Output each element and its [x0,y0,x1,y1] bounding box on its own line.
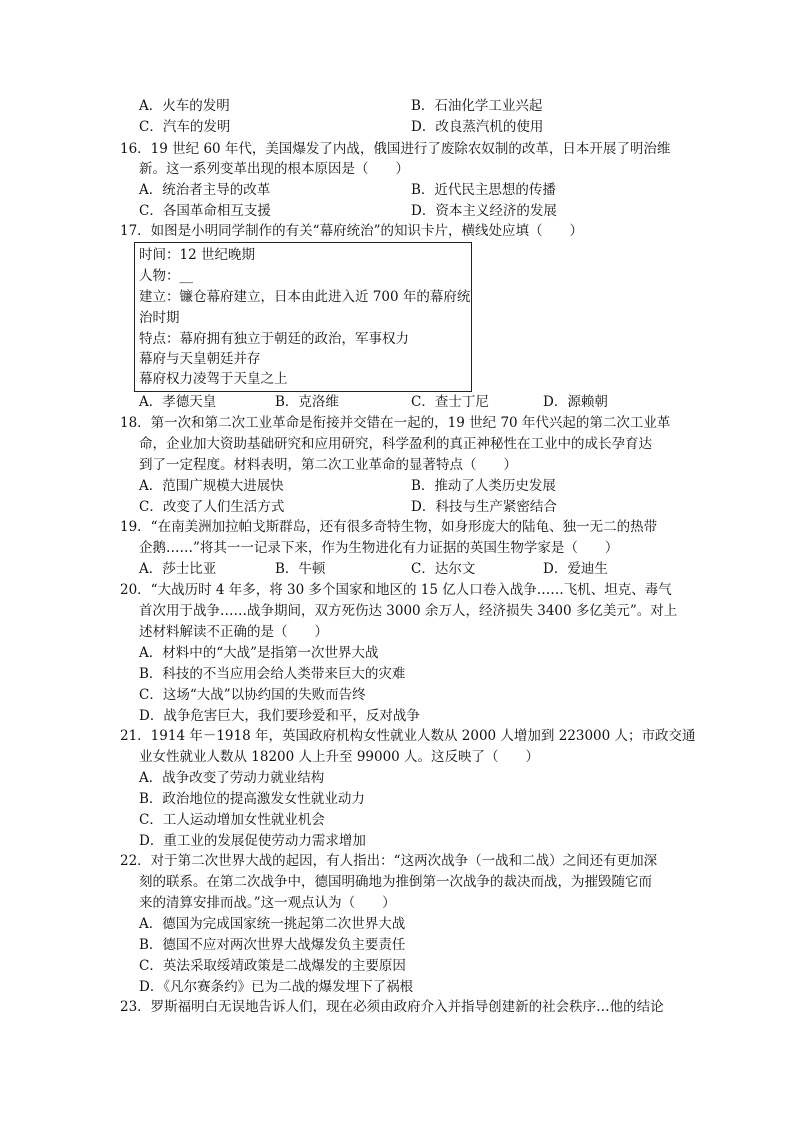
card-line-feature: 特点：幕府拥有独立于朝廷的政治，军事权力 [139,331,409,347]
q21-option-c: C．工人运动增加女性就业机会 [139,812,325,828]
q21-option-b: B．政治地位的提高激发女性就业动力 [139,791,365,807]
q18-option-d: D．科技与生产紧密结合 [411,499,557,515]
q18-option-b: B．推动了人类历史发展 [411,478,556,494]
q15-option-c: C．汽车的发明 [139,119,231,135]
q20-option-b: B．科技的不当应用会给人类带来巨大的灾难 [139,666,406,682]
q21-stem-line-2: 业女性就业人数从 18200 人上升至 99000 人。这反映了（ ） [139,749,540,765]
q18-stem-line-1: 18．第一次和第二次工业革命是衔接并交错在一起的，19 世纪 70 年代兴起的第二次工业革 [120,415,671,431]
q19-option-d: D．爱迪生 [543,561,608,577]
q19-option-a: A．莎士比亚 [139,561,217,577]
q16-option-a: A．统治者主导的改革 [139,182,271,198]
q20-stem-line-3: 述材料解读不正确的是（ ） [139,624,328,640]
q17-option-c: C．查士丁尼 [411,394,489,410]
q20-option-c: C．这场“大战”以协约国的失败而告终 [139,687,366,703]
q18-option-c: C．改变了人们生活方式 [139,499,285,515]
card-line-founding: 建立：镰仓幕府建立，日本由此进入近 700 年的幕府统 [139,289,471,305]
q19-stem-line-2: 企鹅……”将其一一记录下来，作为生物进化有力证据的英国生物学家是（ ） [139,540,619,556]
card-line-time: 时间：12 世纪晚期 [139,247,255,263]
card-line-person: 人物：__ [139,268,193,284]
q22-option-d: D．《凡尔赛条约》已为二战的爆发埋下了祸根 [139,979,414,995]
q21-option-d: D．重工业的发展促使劳动力需求增加 [139,833,366,849]
q16-option-d: D．资本主义经济的发展 [411,203,557,219]
q22-option-b: B．德国不应对两次世界大战爆发负主要责任 [139,937,406,953]
q17-option-b: B．克洛维 [275,394,339,410]
q22-stem-line-1: 22．对于第二次世界大战的起因，有人指出：“这两次战争（一战和二战）之间还有更加深 [120,853,658,869]
q19-option-c: C．达尔文 [411,561,476,577]
q20-stem-line-1: 20．“大战历时 4 年多，将 30 多个国家和地区的 15 亿人口卷入战争……飞机、坦克、毒气 [120,582,672,598]
q19-option-b: B．牛顿 [275,561,326,577]
q21-stem-line-1: 21．1914 年－1918 年，英国政府机构女性就业人数从 2000 人增加到 223000 人；市政交通 [120,728,696,744]
q20-stem-line-2: 首次用于战争……战争期间，双方死伤达 3000 余万人，经济损失 3400 多亿美元”。对上 [139,603,678,619]
card-line-feature-2: 幕府与天皇朝廷并存 [139,351,261,367]
q22-stem-line-2: 刻的联系。在第二次战争中，德国明确地为推倒第一次战争的裁决而战，为摧毁随它而 [139,874,652,890]
q16-stem-line-1: 16．19 世纪 60 年代，美国爆发了内战，俄国进行了废除农奴制的改革，日本开展了明治维 [120,141,671,157]
q18-option-a: A．范围广规模大进展快 [139,478,284,494]
card-line-feature-3: 幕府权力凌驾于天皇之上 [139,371,288,387]
q16-option-b: B．近代民主思想的传播 [411,182,556,198]
q17-stem: 17．如图是小明同学制作的有关“幕府统治”的知识卡片，横线处应填（ ） [120,223,583,239]
q16-stem-line-2: 新。这一系列变革出现的根本原因是（ ） [139,161,409,177]
q17-option-d: D．源赖朝 [543,394,608,410]
q22-option-c: C．英法采取绥靖政策是二战爆发的主要原因 [139,958,406,974]
q17-option-a: A．孝德天皇 [139,394,217,410]
q22-stem-line-3: 来的清算安排而战。”这一观点认为（ ） [139,895,396,911]
q22-option-a: A．德国为完成国家统一挑起第二次世界大战 [139,916,406,932]
q23-stem-line-1: 23．罗斯福明白无误地告诉人们，现在必须由政府介入并指导创建新的社会秩序…他的结论 [120,999,664,1015]
knowledge-card [134,242,472,392]
q15-option-b: B．石油化学工业兴起 [411,98,543,114]
q20-option-d: D．战争危害巨大，我们要珍爱和平，反对战争 [139,708,420,724]
q15-option-a: A．火车的发明 [139,98,230,114]
q19-stem-line-1: 19．“在南美洲加拉帕戈斯群岛，还有很多奇特生物，如身形庞大的陆龟、独一无二的热带 [120,519,658,535]
q21-option-a: A．战争改变了劳动力就业结构 [139,770,325,786]
card-line-founding-cont: 治时期 [139,310,180,326]
q18-stem-line-3: 到了一定程度。材料表明，第二次工业革命的显著特点（ ） [139,457,517,473]
q16-option-c: C．各国革命相互支援 [139,203,271,219]
q18-stem-line-2: 命，企业加大资助基础研究和应用研究，科学盈利的真正神秘性在工业中的成长孕育达 [139,436,652,452]
q15-option-d: D．改良蒸汽机的使用 [411,119,544,135]
q20-option-a: A．材料中的“大战”是指第一次世界大战 [139,645,379,661]
